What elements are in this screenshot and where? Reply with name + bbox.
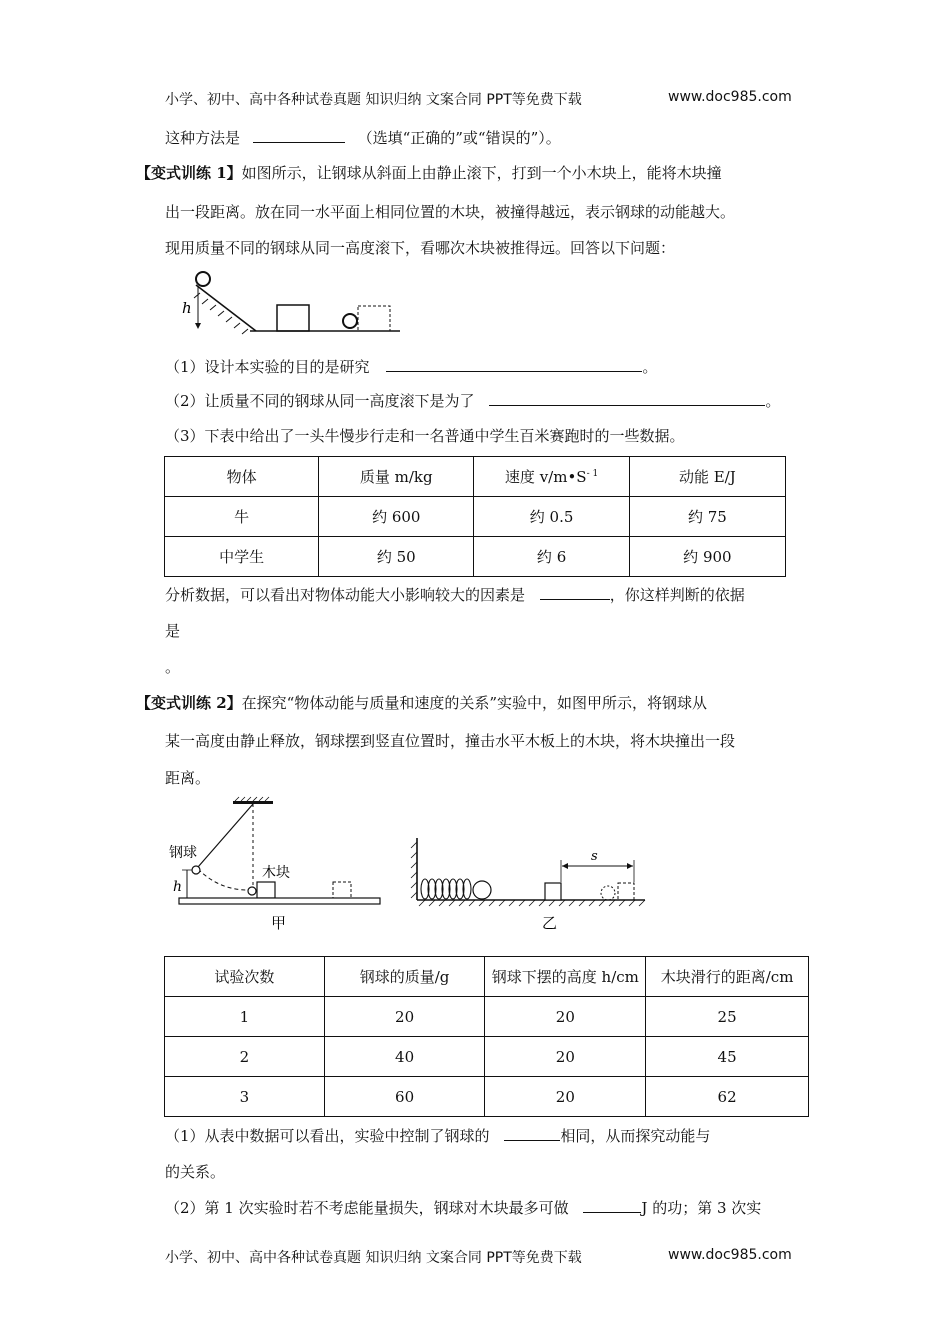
q1-suffix: 。 (642, 358, 658, 376)
table-cell: 45 (646, 1037, 809, 1077)
training1-line3: 现用质量不同的钢球从同一高度滚下，看哪次木块被推得远。回答以下问题： (165, 239, 676, 257)
table-cell: 25 (646, 997, 809, 1037)
table-cell: 约 50 (319, 537, 474, 577)
label-ball: 钢球 (169, 845, 197, 861)
ball-moved (601, 886, 615, 900)
analysis-line (165, 584, 745, 605)
table-cell: 约 75 (629, 497, 785, 537)
energy-table (164, 456, 786, 577)
table-header-cell: 物体 (165, 457, 319, 497)
training1-line2: 出一段距离。放在同一水平面上相同位置的木块，被撞得越远，表示钢球的动能越大。 (165, 203, 736, 221)
incline-figure (178, 265, 408, 340)
q2-blank[interactable] (489, 391, 765, 406)
training2-tag: 【变式训练 2】 (136, 694, 242, 712)
table-cell: 60 (324, 1077, 485, 1117)
t2q2-blank[interactable] (583, 1198, 641, 1213)
t2q2-suffix: J 的功；第 3 次实 (641, 1199, 762, 1217)
speed-header: 速度 v/m•S (504, 468, 587, 486)
ceiling (233, 801, 273, 804)
training1-q2 (165, 390, 780, 411)
table-row (165, 497, 786, 537)
wood-block-moved (618, 883, 634, 900)
table-row (165, 1077, 809, 1117)
intro-prefix: 这种方法是 (165, 129, 241, 147)
t2q1-prefix: （1）从表中数据可以看出，实验中控制了钢球的 (165, 1127, 490, 1145)
training2-text1: 在探究“物体动能与质量和速度的关系”实验中，如图甲所示，将钢球从 (241, 694, 708, 712)
analysis-line2: 是 (165, 622, 181, 640)
table-cell: 2 (165, 1037, 325, 1077)
t2q2-prefix: （2）第 1 次实验时若不考虑能量损失，钢球对木块最多可做 (165, 1199, 569, 1217)
wood-block (257, 882, 275, 898)
intro-line (165, 127, 561, 148)
q2-suffix: 。 (765, 392, 781, 410)
pendulum-table (164, 956, 809, 1117)
table-cell: 62 (646, 1077, 809, 1117)
spring-figure (405, 830, 650, 935)
training2-line2: 某一高度由静止释放，钢球摆到竖直位置时，撞击水平木板上的木块，将木块撞出一段 (165, 732, 736, 750)
training2-line1 (136, 692, 707, 713)
table-cell: 3 (165, 1077, 325, 1117)
training2-line3: 距离。 (165, 769, 211, 787)
training1-q1 (165, 356, 657, 377)
pendulum-string (198, 804, 253, 867)
training1-text1: 如图所示，让钢球从斜面上由静止滚下，打到一个小木块上，能将木块撞 (241, 164, 722, 182)
swing-arc (198, 869, 251, 890)
intro-suffix: （选填“正确的”或“错误的”）。 (357, 129, 561, 147)
wood-board (179, 898, 380, 904)
q1-blank[interactable] (386, 357, 642, 372)
label-block: 木块 (262, 865, 290, 881)
incline-slope (196, 285, 256, 331)
pendulum-figure (165, 795, 390, 937)
training2-q1-line2: 的关系。 (165, 1163, 226, 1181)
wood-block-moved (358, 306, 390, 331)
caption-jia: 甲 (271, 914, 287, 932)
answer-blank[interactable] (253, 128, 345, 143)
table-cell: 20 (485, 1037, 646, 1077)
analysis-prefix: 分析数据，可以看出对物体动能大小影响较大的因素是 (165, 586, 526, 604)
page-footer-text: 小学、初中、高中各种试卷真题 知识归纳 文案合同 PPT等免费下载 (165, 1250, 582, 1266)
table-header-cell: 木块滑行的距离/cm (646, 957, 809, 997)
table-cell: 中学生 (165, 537, 319, 577)
steel-ball-bottom (343, 314, 357, 328)
t2q1-suffix: 相同，从而探究动能与 (560, 1127, 711, 1145)
table-row (165, 997, 809, 1037)
table-header-row (165, 457, 786, 497)
table-cell: 40 (324, 1037, 485, 1077)
table-header-cell: 质量 m/kg (319, 457, 474, 497)
table-header-cell: 动能 E/J (629, 457, 785, 497)
q2-prefix: （2）让质量不同的钢球从同一高度滚下是为了 (165, 392, 475, 410)
table-row (165, 1037, 809, 1077)
table-cell: 约 6 (474, 537, 629, 577)
table-header-cell: 试验次数 (165, 957, 325, 997)
label-s: s (591, 849, 598, 864)
height-label: h (182, 299, 192, 317)
analysis-suffix: ，你这样判断的依据 (609, 586, 745, 604)
page-header-text: 小学、初中、高中各种试卷真题 知识归纳 文案合同 PPT等免费下载 (165, 92, 582, 108)
table-cell: 20 (485, 1077, 646, 1117)
training1-tag: 【变式训练 1】 (136, 164, 242, 182)
steel-ball-bottom (248, 887, 256, 895)
table-cell: 约 0.5 (474, 497, 629, 537)
page-footer-url[interactable]: www.doc985.com (668, 1247, 792, 1263)
ground-hatch (194, 293, 248, 334)
steel-ball-top (196, 272, 210, 286)
table-header-row (165, 957, 809, 997)
analysis-end: 。 (165, 658, 181, 676)
training2-q2 (165, 1197, 761, 1218)
spring-coil (421, 879, 471, 899)
table-cell: 牛 (165, 497, 319, 537)
training1-line1 (136, 162, 722, 183)
table-cell: 约 600 (319, 497, 474, 537)
analysis-blank[interactable] (540, 585, 610, 600)
wood-block (277, 305, 309, 331)
training1-q3: （3）下表中给出了一头牛慢步行走和一名普通中学生百米赛跑时的一些数据。 (165, 427, 685, 445)
t2q1-blank[interactable] (504, 1126, 560, 1141)
wood-block (545, 883, 561, 900)
table-row (165, 537, 786, 577)
steel-ball-start (192, 866, 200, 874)
table-header-cell: 钢球下摆的高度 h/cm (485, 957, 646, 997)
label-h: h (173, 879, 183, 895)
table-header-cell (474, 457, 629, 497)
table-header-cell: 钢球的质量/g (324, 957, 485, 997)
speed-exponent: - 1 (586, 469, 599, 479)
table-cell: 约 900 (629, 537, 785, 577)
steel-ball (473, 881, 491, 899)
q1-prefix: （1）设计本实验的目的是研究 (165, 358, 370, 376)
page-header-url[interactable]: www.doc985.com (668, 89, 792, 105)
table-cell: 1 (165, 997, 325, 1037)
table-cell: 20 (485, 997, 646, 1037)
caption-yi: 乙 (542, 914, 558, 932)
wood-block-moved (333, 882, 351, 898)
training2-q1 (165, 1125, 710, 1146)
table-cell: 20 (324, 997, 485, 1037)
